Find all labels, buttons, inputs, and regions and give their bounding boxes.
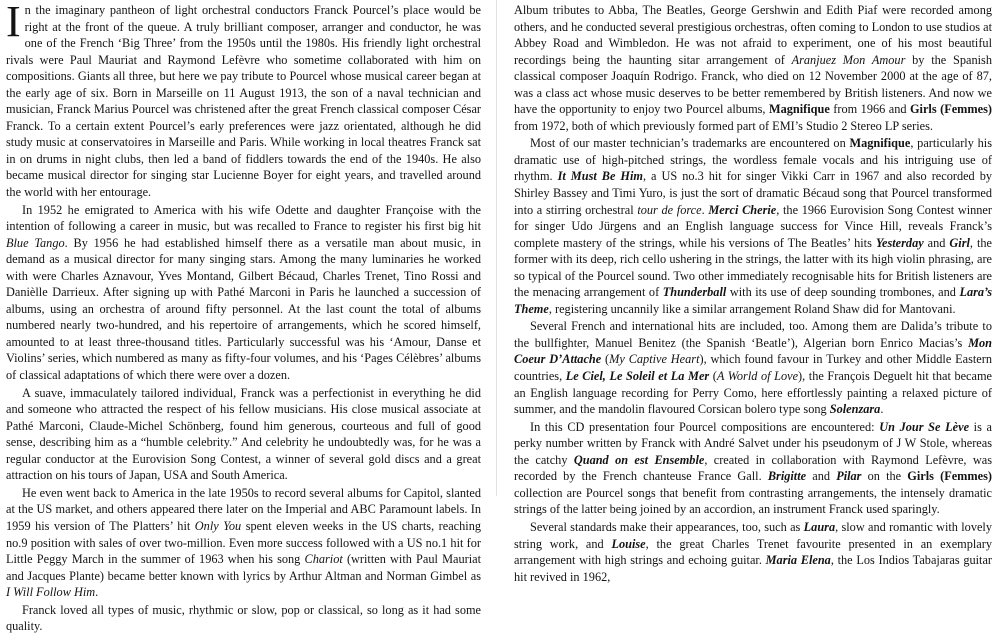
emphasized-title: Blue Tango xyxy=(6,235,65,250)
text-run: Franck loved all types of music, rhythmic or slow, pop or classical, so long as it had some quality. xyxy=(6,602,481,634)
text-run: , a US no.3 hit for singer Vikki Carr in 1967 and also recorded by Shirley Bassey and Timi Yuro, is just the sort of dramatic Bécaud song that Pourcel transformed into a stirring orchestral xyxy=(514,169,992,217)
paragraph xyxy=(6,602,481,635)
emphasized-title: Un Jour Se Lève xyxy=(879,419,970,434)
emphasized-title: Brigitte xyxy=(767,469,807,484)
text-run: Several standards make their appearances, too, such as xyxy=(530,519,804,534)
text-run: (written with Paul Mauriat and Jacques Plante) became better known with lyrics by Arthur Altman and Norman Gimbel as xyxy=(6,552,481,583)
paragraph xyxy=(6,2,481,201)
emphasized-title: Quand on est Ensemble xyxy=(573,452,705,467)
text-run: Several French and international hits are included, too. Among them are Dalida’s tribute to the bullfighter, Manuel Benitez (the Spanish ‘Beatle’), Algerian born Enrico Macias’s xyxy=(514,319,992,350)
right-column xyxy=(514,2,992,586)
text-run: Most of our master technician’s trademarks are encountered on xyxy=(530,136,850,151)
emphasized-title: Lara’s Theme xyxy=(514,285,992,316)
emphasized-title: Louise xyxy=(611,536,646,551)
emphasized-title: Pilar xyxy=(836,469,862,484)
emphasized-title: Girls (Femmes) xyxy=(909,102,992,117)
text-run: by the Spanish classical composer Joaquín Rodrigo. Franck, who died on 12 November 2000 at the age of 87, was a class act whose music deserves to be better remembered by British listeners. And now we have the opportunity to enjoy two Pourcel albums, xyxy=(514,52,992,117)
text-run: In this CD presentation four Pourcel compositions are encountered: xyxy=(530,419,880,434)
emphasized-title: A World of Love xyxy=(716,369,799,384)
text-run: . xyxy=(95,585,99,600)
drop-cap: I xyxy=(6,0,21,46)
text-run: Album tributes to Abba, The Beatles, George Gershwin and Edith Piaf were recorded among others, and he conducted several prestigious orchestras, often coming to London to use studios at Abbey Road and Wimbledon. He was not afraid to experiment, one of his most beautiful recordings being the haunting sitar arrangement of xyxy=(514,3,992,67)
text-run: ), which found favour in Turkey and other Middle Eastern countries, xyxy=(514,352,992,384)
text-run: spent eleven weeks in the US charts, reaching no.9 position with sales of over two-million. Even more success followed with a US no.1 hit for Little Peggy March in the summer of 1963 when his song xyxy=(6,518,481,567)
text-run: He even went back to America in the late 1950s to record several albums for Capitol, slanted at the US market, and others appeared there later on the Imperial and ABC Paramount labels. In 1959 his version of The Platters’ hit xyxy=(6,485,481,533)
paragraph xyxy=(6,385,481,484)
emphasized-title: tour de force xyxy=(637,202,702,217)
text-run: and xyxy=(806,469,837,484)
emphasized-title: It Must Be Him xyxy=(557,169,643,184)
text-run: . xyxy=(880,402,884,417)
left-column-body xyxy=(6,2,481,635)
text-run: n the imaginary pantheon of light orchestral conductors Franck Pourcel’s place would be right at the front of the queue. A truly brilliant composer, arranger and conductor, he was one of the French ‘Big Three’ from the 1950s until the 1980s. His friendly light orchestral rivals were Paul Mauriat and Raymond Lefèvre who sometime collaborated with him on compositions. Giants all three, but here we pay tribute to Pourcel whose musical career began at the early age of six. Born in Marseille on 11 August 1913, the son of a naval technician and musician, Franck Marius Pourcel was christened after the great French classical composer César Franck. To a certain extent Pourcel’s early preferences were jazz orientated, although he did study music at conservatoires in Marseille and Paris. While working in local theatres Franck sat in on drums in night clubs, then led a band of fiddlers towards the end of the 1940s. He also became musical director for singing star Lucienne Boyer for eight years, and travelled around the world with her entourage. xyxy=(6,3,481,200)
text-run: , the former with its deep, rich cello ushering in the strings, the latter with its high violin phrasing, are so typical of the Pourcel sound. Two other immediately recognisable hits for British listeners are the menacing arrangement of xyxy=(514,235,993,300)
text-run: ), the François Deguelt hit that became an English language recording for Perry Como, here effortlessly painting a relaxed picture of summer, and the mandolin flavoured Corsican bolero type song xyxy=(514,369,992,417)
emphasized-title: Laura xyxy=(803,519,836,534)
paragraph xyxy=(514,2,992,134)
emphasized-title: Mon Coeur D’Attache xyxy=(514,335,992,367)
text-run: , registering uncannily like a similar arrangement Roland Shaw did for Mantovani. xyxy=(548,301,956,316)
emphasized-title: Girls (Femmes) xyxy=(907,469,992,484)
text-run: is a perky number written by Franck with André Salvet under his pseudonym of J W Stole, whereas the catchy xyxy=(514,419,993,467)
text-run: , the Los Indios Tabajaras guitar hit revived in 1962, xyxy=(514,553,992,584)
text-run: , particularly his dramatic use of high-pitched strings, the wordless female vocals and his intriguing use of rhythm. xyxy=(514,136,992,184)
text-run: . xyxy=(701,202,709,217)
emphasized-title: Magnifique xyxy=(768,102,830,117)
paragraph xyxy=(6,202,481,384)
text-run: , the 1966 Eurovision Song Contest winner for singer Udo Jürgens and an English language success for Vince Hill, reveals Franck’s complete mastery of the strings, while his versions of The Beatles’ hits xyxy=(514,202,992,250)
text-run: A suave, immaculately tailored individual, Franck was a perfectionist in everything he did and someone who attracted the respect of his fellow musicians. His close musical associate at Pathé Marconi, Claude-Michel Schönberg, found him generous, courteous and full of good sense, describing him as a “humble celebrity.” And celebrity he undoubtedly was, for he was a regular conductor at the Eurovision Song Contest, a winner of several gold discs and a great attraction on his tours of Japan, USA and South America. xyxy=(6,385,481,483)
emphasized-title: Le Ciel, Le Soleil et La Mer xyxy=(565,369,710,384)
text-run: with its use of deep sounding trombones, and xyxy=(726,285,960,300)
text-run: In 1952 he emigrated to America with his wife Odette and daughter Françoise with the intention of following a career in music, but was recalled to France to register his first big hit xyxy=(6,202,481,234)
paragraph xyxy=(514,419,992,518)
text-run: collection are Pourcel songs that benefit from contrasting arrangements, the intensely dramatic strings of the latter being joined by an accordion, an instrument Franck used sparingly. xyxy=(514,485,992,517)
emphasized-title: Aranjuez Mon Amour xyxy=(791,52,906,67)
right-column-body xyxy=(514,2,992,585)
text-run: ( xyxy=(601,352,610,367)
emphasized-title: Only You xyxy=(194,518,242,533)
page-divider xyxy=(496,0,497,496)
paragraph xyxy=(6,485,481,601)
text-run: on the xyxy=(861,469,908,484)
paragraph xyxy=(514,135,992,317)
emphasized-title: Girl xyxy=(949,235,970,250)
emphasized-title: Thunderball xyxy=(662,285,727,300)
text-run: ( xyxy=(709,369,717,384)
text-run: , the great Charles Trenet favourite presented in an exemplary arrangement with high strings and echoing guitar. xyxy=(514,536,992,568)
emphasized-title: Merci Cherie xyxy=(708,202,777,217)
text-run: , created in collaboration with Raymond Lefèvre, was recorded by the French chanteuse France Gall. xyxy=(514,452,992,484)
paragraph xyxy=(514,318,992,417)
text-run: from 1966 and xyxy=(829,102,910,117)
emphasized-title: I Will Follow Him xyxy=(6,585,96,600)
text-run: from 1972, both of which previously formed part of EMI’s Studio 2 Stereo LP series. xyxy=(514,118,933,133)
text-run: , slow and romantic with lovely string work, and xyxy=(514,519,992,551)
emphasized-title: Maria Elena xyxy=(765,553,831,568)
emphasized-title: Yesterday xyxy=(875,235,924,250)
emphasized-title: Solenzara xyxy=(829,402,881,417)
paragraph xyxy=(514,519,992,585)
emphasized-title: Chariot xyxy=(304,552,343,567)
text-run: . By 1956 he had established himself there as a versatile man about music, in demand as a musical director for many singing stars. Among the many luminaries he worked with were Charles Aznavour, Yves Montand, Gilbert Bécaud, Charles Trenet, Tino Rossi and Danièlle Darrieux. After signing up with Pathé Marconi in Paris he launched a succession of albums, using an orchestra of around fifty personnel. At the last count the total of albums numbered nearly two-hundred, and his repertoire of arrangements, which he scored himself, amounted to at least three-thousand titles. Particularly successful was his ‘Amour, Danse et Violins’ series, which numbered as many as fifty-four volumes, and his ‘Pages Célèbres’ albums of classical adaptations of which there were over a dozen. xyxy=(6,235,481,383)
emphasized-title: My Captive Heart xyxy=(609,352,700,367)
left-column xyxy=(6,2,481,636)
text-run: and xyxy=(923,235,950,250)
emphasized-title: Magnifique xyxy=(849,136,911,151)
